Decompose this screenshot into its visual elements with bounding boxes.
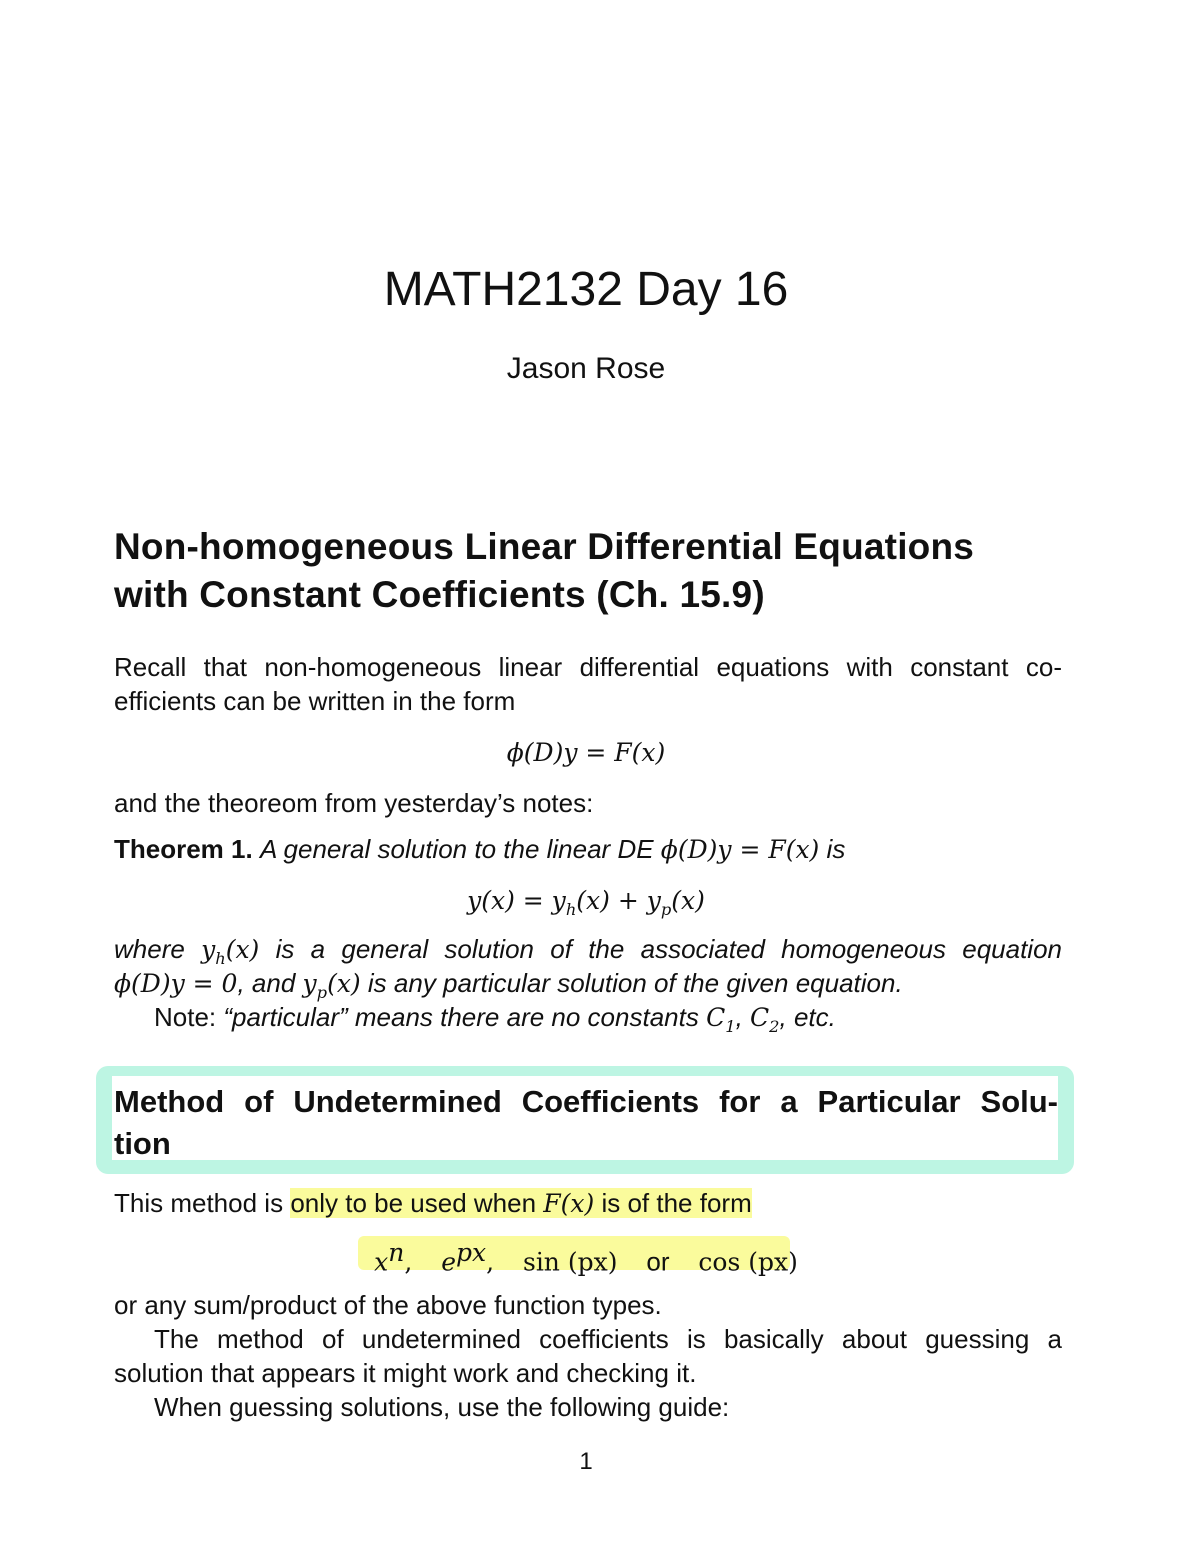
- general-solution-equation: [0, 884, 1172, 927]
- theorem-equation: ϕ(D)y = F(x): [660, 835, 820, 864]
- fn-e: e: [441, 1247, 457, 1277]
- fn-e-exp: px: [456, 1238, 487, 1267]
- theorem-text: A general solution to the linear DE: [259, 834, 654, 864]
- fn-sep-1: ,: [404, 1247, 413, 1277]
- where-sub-h: h: [215, 949, 226, 968]
- note-etc: , etc.: [779, 1002, 836, 1032]
- method-intro-text: This method is: [114, 1188, 284, 1218]
- note-text: “particular” means there are no constants: [223, 1002, 699, 1032]
- fn-sin: sin (px): [522, 1247, 618, 1277]
- note-line: [154, 1000, 1062, 1044]
- note-c2: C: [750, 1003, 770, 1032]
- after-equation-text: and the theoreom from yesterday’s notes:: [114, 788, 594, 818]
- phi-eq-zero: ϕ(D)y = 0: [114, 969, 238, 998]
- highlighted-condition: [290, 1188, 751, 1218]
- page-number: 1: [579, 1448, 593, 1475]
- equation-phi-d: ϕ(D)y = F(x): [506, 738, 666, 767]
- yp-sub-p: p: [316, 983, 328, 1002]
- eq2-sub-h: h: [565, 900, 577, 919]
- eq2-sub-p: p: [660, 900, 672, 919]
- fn-sep-2: ,: [486, 1247, 495, 1277]
- method-para-2-line-1: The method of undetermined coefficients is basically about guessing a: [154, 1324, 1062, 1354]
- note-sep: ,: [735, 1002, 743, 1032]
- note-sub-1: 1: [725, 1017, 736, 1036]
- highlight-fx: F(x): [543, 1189, 595, 1218]
- theorem-is: is: [826, 834, 846, 864]
- method-heading-line-1: Method of Undetermined Coefficients for a Particular Solu-: [114, 1084, 1058, 1119]
- note-label: Note:: [154, 1002, 217, 1032]
- eq2-end: (x): [671, 886, 705, 915]
- fn-x: x: [374, 1247, 389, 1277]
- where-x: (x): [225, 935, 260, 964]
- highlight-text-1: only to be used when: [290, 1188, 537, 1218]
- document-title: MATH2132 Day 16: [383, 263, 789, 316]
- method-intro: [114, 1186, 1062, 1221]
- after-functions-text: or any sum/product of the above function types.: [114, 1290, 662, 1320]
- eq2-mid: (x) + y: [576, 886, 661, 915]
- where-yh: y: [201, 935, 216, 964]
- note-sub-2: 2: [769, 1017, 780, 1036]
- highlight-text-2: is of the form: [601, 1188, 752, 1218]
- where-text: is a general solution of the associated homogeneous equation: [275, 934, 1063, 964]
- theorem-label: Theorem 1.: [114, 834, 253, 864]
- and-text: , and: [237, 968, 296, 998]
- document-author: Jason Rose: [506, 352, 666, 385]
- fn-x-exp: n: [388, 1238, 405, 1267]
- where-word: where: [114, 934, 185, 964]
- fn-cos: cos (px): [698, 1247, 798, 1277]
- theorem-statement: [114, 832, 1062, 867]
- method-para-3: When guessing solutions, use the following guide:: [154, 1392, 730, 1422]
- method-para-2-line-2: solution that appears it might work and checking it.: [114, 1358, 697, 1388]
- fn-or: or: [646, 1246, 670, 1277]
- eq2-lhs: y(x) = y: [467, 886, 566, 915]
- particular-text: is any particular solution of the given equation.: [367, 968, 903, 998]
- method-heading-line-2: tion: [114, 1126, 171, 1161]
- note-c1: C: [706, 1003, 726, 1032]
- section-heading-line-2: with Constant Coefficients (Ch. 15.9): [114, 574, 765, 615]
- recall-line-2: efficients can be written in the form: [114, 686, 516, 716]
- recall-line-1: Recall that non-homogeneous linear differential equations with constant co-: [114, 652, 1062, 682]
- function-forms: [0, 1238, 1172, 1278]
- yp-x: (x): [327, 969, 361, 998]
- section-heading-line-1: Non-homogeneous Linear Differential Equations: [114, 526, 975, 567]
- yp-y: y: [302, 969, 317, 998]
